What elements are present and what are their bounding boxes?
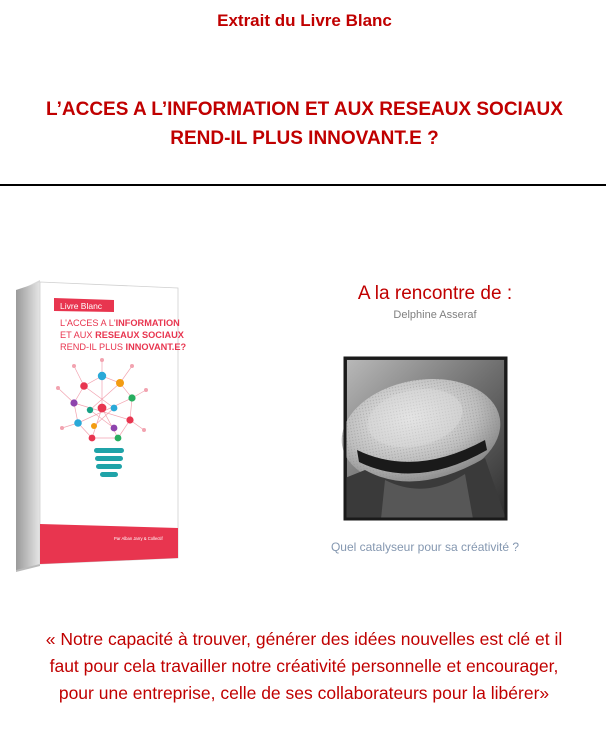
- horizontal-divider: [0, 184, 606, 186]
- page-title-line-2: REND-IL PLUS INNOVANT.E ?: [170, 128, 439, 149]
- book-cover-title-line-2: ET AUX RESEAUX SOCIAUX: [60, 330, 184, 340]
- book-cover-image: [14, 278, 187, 572]
- book-cover-title-line-1: L'ACCES A L'INFORMATION: [60, 318, 180, 328]
- book-spine: [16, 282, 40, 570]
- book-badge-text: Livre Blanc: [60, 301, 103, 311]
- person-name: Delphine Asseraf: [393, 309, 477, 321]
- pull-quote: [4, 626, 604, 707]
- book-author: Par Alban Jarry & Collectif: [114, 536, 163, 541]
- meeting-heading: A la rencontre de :: [357, 283, 513, 304]
- page-kicker: Extrait du Livre Blanc: [217, 11, 392, 30]
- book-footer-band: [40, 524, 178, 564]
- quote-line-2: faut pour cela travailler notre créativité personnelle et encourager,: [49, 656, 559, 676]
- page-title-line-1: L’ACCES A L’INFORMATION ET AUX RESEAUX SOCIAUX: [46, 99, 563, 120]
- photo-caption: Quel catalyseur pour sa créativité ?: [330, 540, 520, 554]
- quote-line-3: pour une entreprise, celle de ses collaborateurs pour la libérer»: [58, 683, 550, 703]
- page-title: [0, 95, 609, 153]
- book-cover-title-line-3: REND-IL PLUS INNOVANT.E?: [60, 342, 187, 352]
- portrait-photo: [345, 358, 506, 519]
- quote-line-1: « Notre capacité à trouver, générer des idées nouvelles est clé et il: [45, 629, 563, 649]
